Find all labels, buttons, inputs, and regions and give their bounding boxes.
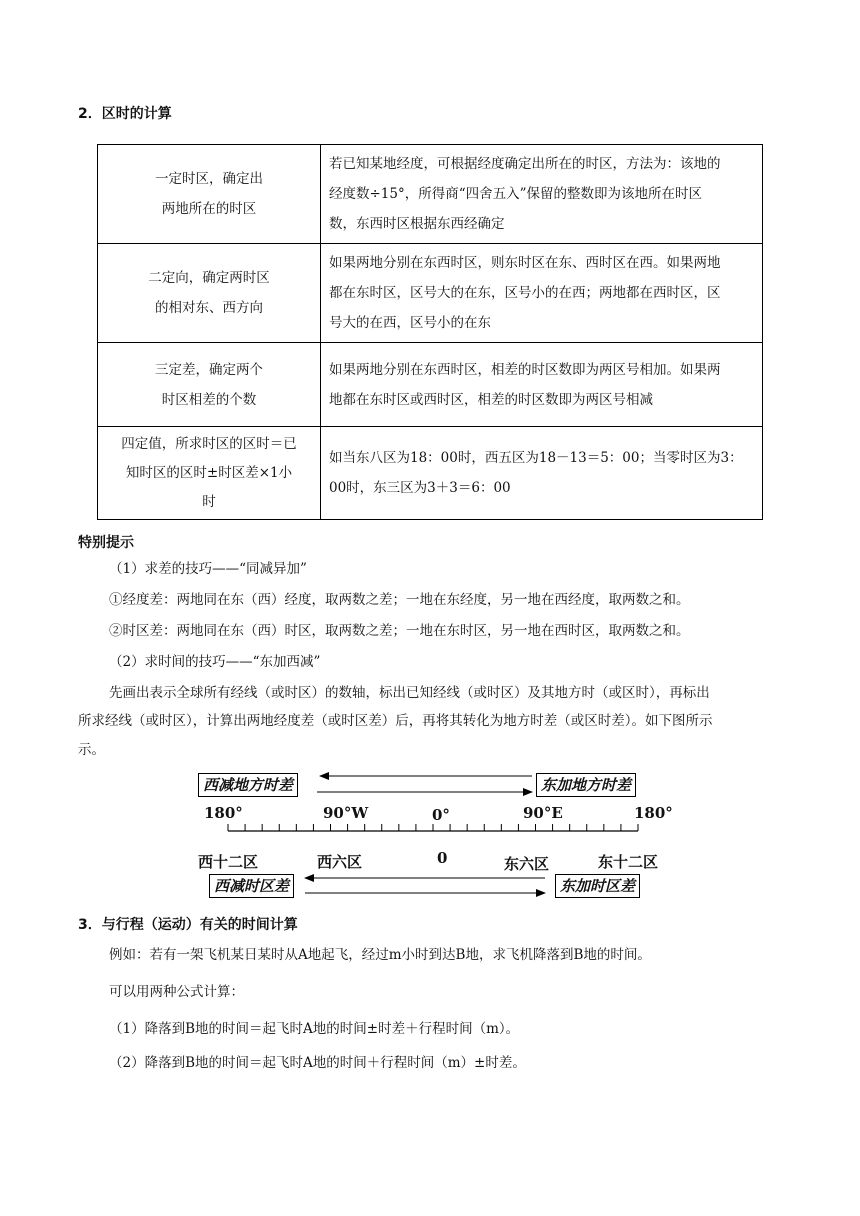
- tips-paragraph-line: 所求经线（或时区），计算出两地经度差（或时区差）后，再将其转化为地方时差（或区时差）。如下图所示: [78, 713, 713, 729]
- zone-label: 西六区: [317, 853, 363, 871]
- table-cell-step: 一定时区，确定出 两地所在的时区: [98, 145, 321, 244]
- west-subtract-zone-box: 西减时区差: [209, 874, 294, 898]
- table-row: [98, 145, 763, 244]
- zone-label: 西十二区: [198, 853, 259, 871]
- table-row: [98, 343, 763, 427]
- table-cell-step: 二定向，确定两时区 的相对东、西方向: [98, 244, 321, 343]
- table-cell-step: 三定差，确定两个 时区相差的个数: [98, 343, 321, 427]
- longitude-label: 180°: [204, 804, 243, 822]
- longitude-label: 0°: [432, 806, 450, 824]
- longitude-label: 90°W: [323, 804, 369, 822]
- tips-line: ②时区差：两地同在东（西）时区，取两数之差；一地在东时区，另一地在西时区，取两数之和。: [109, 623, 690, 639]
- tips-paragraph-line: 先画出表示全球所有经线（或时区）的数轴，标出已知经线（或时区）及其地方时（或区时），再标出: [109, 685, 710, 701]
- zone-label: 0: [437, 849, 448, 867]
- table-cell-step: 四定值，所求时区的区时＝已 知时区的区时±时区差×1小 时: [98, 427, 321, 520]
- section-2-title: 2．区时的计算: [78, 106, 172, 122]
- axis-ticks: [228, 824, 638, 831]
- table-cell-desc: 若已知某地经度，可根据经度确定出所在的时区，方法为：该地的 经度数÷15°，所得商“四舍五入”保留的整数即为该地所在时区 数，东西时区根据东西经确定: [321, 145, 763, 244]
- longitude-label: 90°E: [523, 804, 563, 822]
- east-add-zone-box: 东加时区差: [555, 874, 640, 898]
- table-cell-desc: 如果两地分别在东西时区，相差的时区数即为两区号相加。如果两 地都在东时区或西时区，相差的时区数即为两区号相减: [321, 343, 763, 427]
- tips-title: 特别提示: [78, 535, 134, 551]
- zone-label: 东六区: [504, 855, 550, 873]
- tips-line: （2）求时间的技巧——“东加西减”: [109, 654, 321, 670]
- west-subtract-local-time-box: 西减地方时差: [198, 773, 298, 797]
- east-add-local-time-box: 东加地方时差: [536, 773, 636, 797]
- tips-line: ①经度差：两地同在东（西）经度，取两数之差；一地在东经度，另一地在西经度，取两数之和。: [109, 592, 690, 608]
- longitude-label: 180°: [634, 804, 673, 822]
- tips-line: （1）求差的技巧——“同减异加”: [109, 561, 307, 577]
- formula-2: （2）降落到B地的时间＝起飞时A地的时间＋行程时间（m）±时差。: [109, 1055, 526, 1071]
- table-cell-desc: 如果两地分别在东西时区，则东时区在东、西时区在西。如果两地 都在东时区，区号大的在东，区号小的在西；两地都在西时区，区 号大的在西，区号小的在东: [321, 244, 763, 343]
- table-row: [98, 244, 763, 343]
- section-3-example: 例如：若有一架飞机某日某时从A地起飞，经过m小时到达B地，求飞机降落到B地的时间。: [109, 947, 651, 963]
- table-cell-desc: 如当东八区为18：00时，西五区为18－13＝5：00；当零时区为3： 00时，东三区为3＋3＝6：00: [321, 427, 763, 520]
- formula-1: （1）降落到B地的时间＝起飞时A地的时间±时差＋行程时间（m）。: [109, 1021, 520, 1037]
- section-3-title: 3．与行程（运动）有关的时间计算: [78, 917, 298, 933]
- zone-label: 东十二区: [598, 853, 659, 871]
- time-zone-table: [97, 144, 763, 520]
- section-3-intro: 可以用两种公式计算：: [109, 984, 244, 1000]
- table-row: [98, 427, 763, 520]
- tips-paragraph-line: 示。: [78, 742, 105, 758]
